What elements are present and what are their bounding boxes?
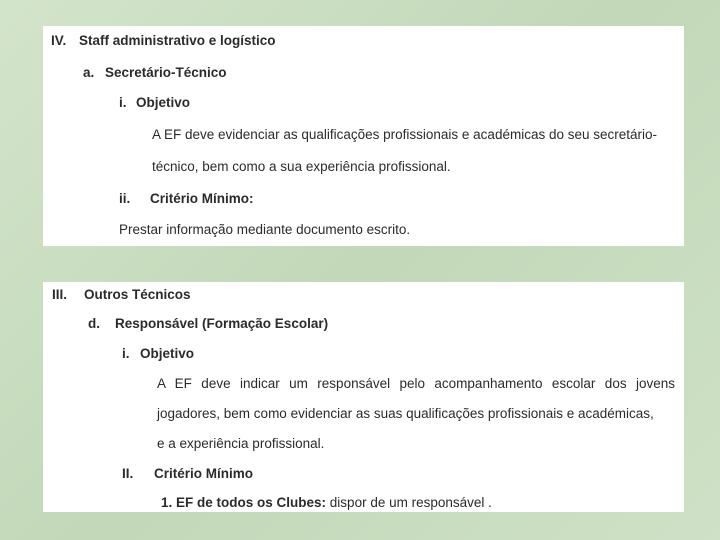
objetivo-heading: Objetivo [140, 346, 195, 361]
criterio-heading: Critério Mínimo: [150, 191, 254, 206]
section-heading: Staff administrativo e logístico [79, 33, 276, 48]
subsection-number: d. [88, 316, 100, 331]
objetivo-text-line: jogadores, bem como evidenciar as suas qualificações profissionais e académicas, [157, 406, 654, 421]
objetivo-number: i. [122, 346, 130, 361]
section-heading: Outros Técnicos [84, 287, 191, 302]
criterio-item [161, 495, 492, 510]
document-panel-outros-tecnicos [43, 282, 684, 512]
subsection-number: a. [83, 65, 95, 80]
criterio-number: II. [122, 466, 134, 481]
criterio-text: Prestar informação mediante documento escrito. [119, 222, 411, 237]
objetivo-text-line: A EF deve evidenciar as qualificações profissionais e académicas do seu secretário- [152, 127, 658, 142]
objetivo-text-line: e a experiência profissional. [157, 436, 325, 451]
criterio-item-number: 1. [161, 495, 173, 510]
criterio-number: ii. [119, 191, 131, 206]
objetivo-number: i. [119, 95, 127, 110]
section-heading-number: IV. [51, 33, 67, 48]
subsection-heading: Responsável (Formação Escolar) [115, 316, 329, 331]
objetivo-text-line: técnico, bem como a sua experiência profissional. [152, 159, 451, 174]
objetivo-text-line: A EF deve indicar um responsável pelo acompanhamento escolar dos jovens [157, 376, 675, 391]
criterio-heading: Critério Mínimo [154, 466, 254, 481]
subsection-heading: Secretário-Técnico [105, 65, 227, 80]
criterio-item-text: dispor de um responsável . [326, 495, 492, 510]
section-heading-number: III. [52, 287, 68, 302]
objetivo-heading: Objetivo [136, 95, 191, 110]
criterio-item-label: EF de todos os Clubes: [176, 495, 327, 510]
document-panel-staff [43, 26, 684, 246]
